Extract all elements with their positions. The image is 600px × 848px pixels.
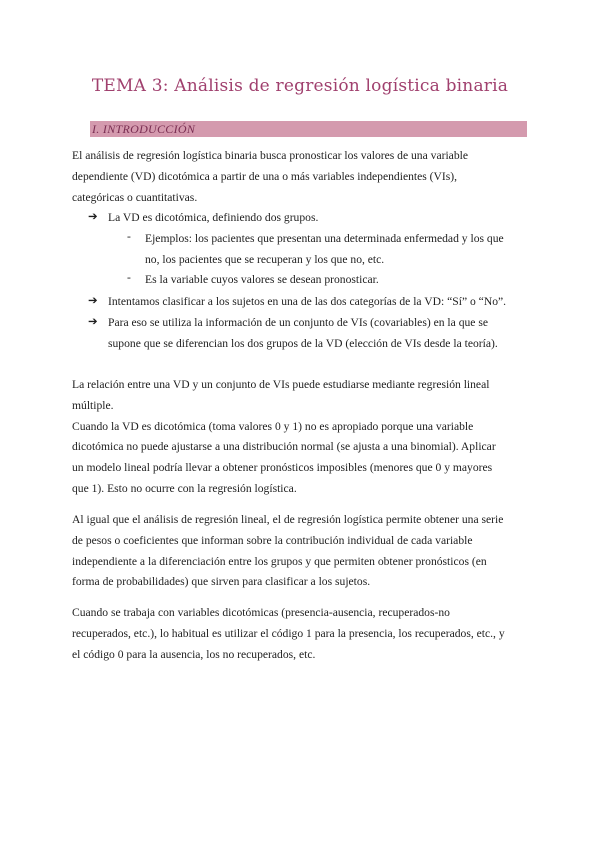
text-line: dicotómica no puede ajustarse a una distribución normal (se ajusta a una binomial). Aplicar: [72, 440, 496, 454]
paragraph: [72, 603, 532, 665]
text-line: no, los pacientes que se recuperan y los que no, etc.: [145, 252, 385, 266]
text-line: supone que se diferencian los dos grupos de la VD (elección de VIs desde la teoría).: [108, 336, 498, 350]
section-heading-bar: [90, 121, 527, 137]
paragraph: [72, 375, 532, 500]
arrow-bullet-icon: ➔: [88, 315, 98, 328]
intro-paragraph: [72, 146, 532, 208]
text-line: Cuando la VD es dicotómica (toma valores 0 y 1) no es apropiado porque una variable: [72, 419, 474, 433]
text-line: dependiente (VD) dicotómica a partir de una o más variables independientes (VIs),: [72, 169, 458, 183]
sub-bullet-item: Es la variable cuyos valores se desean pronosticar.: [145, 273, 379, 286]
text-line: múltiple.: [72, 398, 114, 412]
text-line: La relación entre una VD y un conjunto de VIs puede estudiarse mediante regresión lineal: [72, 378, 490, 391]
sub-bullet-item: [145, 229, 535, 271]
text-line: categóricas o cuantitativas.: [72, 190, 198, 204]
text-line: recuperados, etc.), lo habitual es utilizar el código 1 para la presencia, los recuperados, etc., y: [72, 626, 505, 640]
text-line: Para eso se utiliza la información de un conjunto de VIs (covariables) en la que se: [108, 316, 488, 329]
dash-bullet-icon: -: [127, 230, 131, 243]
text-line: Al igual que el análisis de regresión lineal, el de regresión logística permite obtener una serie: [72, 513, 504, 526]
text-line: Ejemplos: los pacientes que presentan una determinada enfermedad y los que: [145, 232, 504, 245]
page-title: TEMA 3: Análisis de regresión logística binaria: [91, 76, 509, 96]
dash-bullet-icon: -: [127, 271, 131, 284]
bullet-item: Intentamos clasificar a los sujetos en una de las dos categorías de la VD: “Sí” o “No”.: [108, 295, 507, 308]
arrow-bullet-icon: ➔: [88, 294, 98, 307]
bullet-item: [108, 313, 538, 355]
paragraph: [72, 510, 532, 593]
text-line: independiente a la diferenciación entre los grupos y que permiten obtener pronósticos (en: [72, 554, 487, 568]
text-line: El análisis de regresión logística binaria busca pronosticar los valores de una variable: [72, 149, 468, 162]
text-line: de pesos o coeficientes que informan sobre la contribución individual de cada variable: [72, 533, 473, 547]
text-line: Cuando se trabaja con variables dicotómicas (presencia-ausencia, recuperados-no: [72, 606, 450, 619]
arrow-bullet-icon: ➔: [88, 210, 98, 223]
text-line: un modelo lineal podría llevar a obtener pronósticos imposibles (menores que 0 y mayores: [72, 461, 493, 475]
bullet-item: La VD es dicotómica, definiendo dos grupos.: [108, 211, 319, 224]
text-line: el código 0 para la ausencia, los no recuperados, etc.: [72, 647, 316, 661]
text-line: forma de probabilidades) que sirven para clasificar a los sujetos.: [72, 575, 371, 589]
text-line: que 1). Esto no ocurre con la regresión logística.: [72, 481, 297, 495]
section-heading: I. INTRODUCCIÓN: [92, 122, 196, 136]
